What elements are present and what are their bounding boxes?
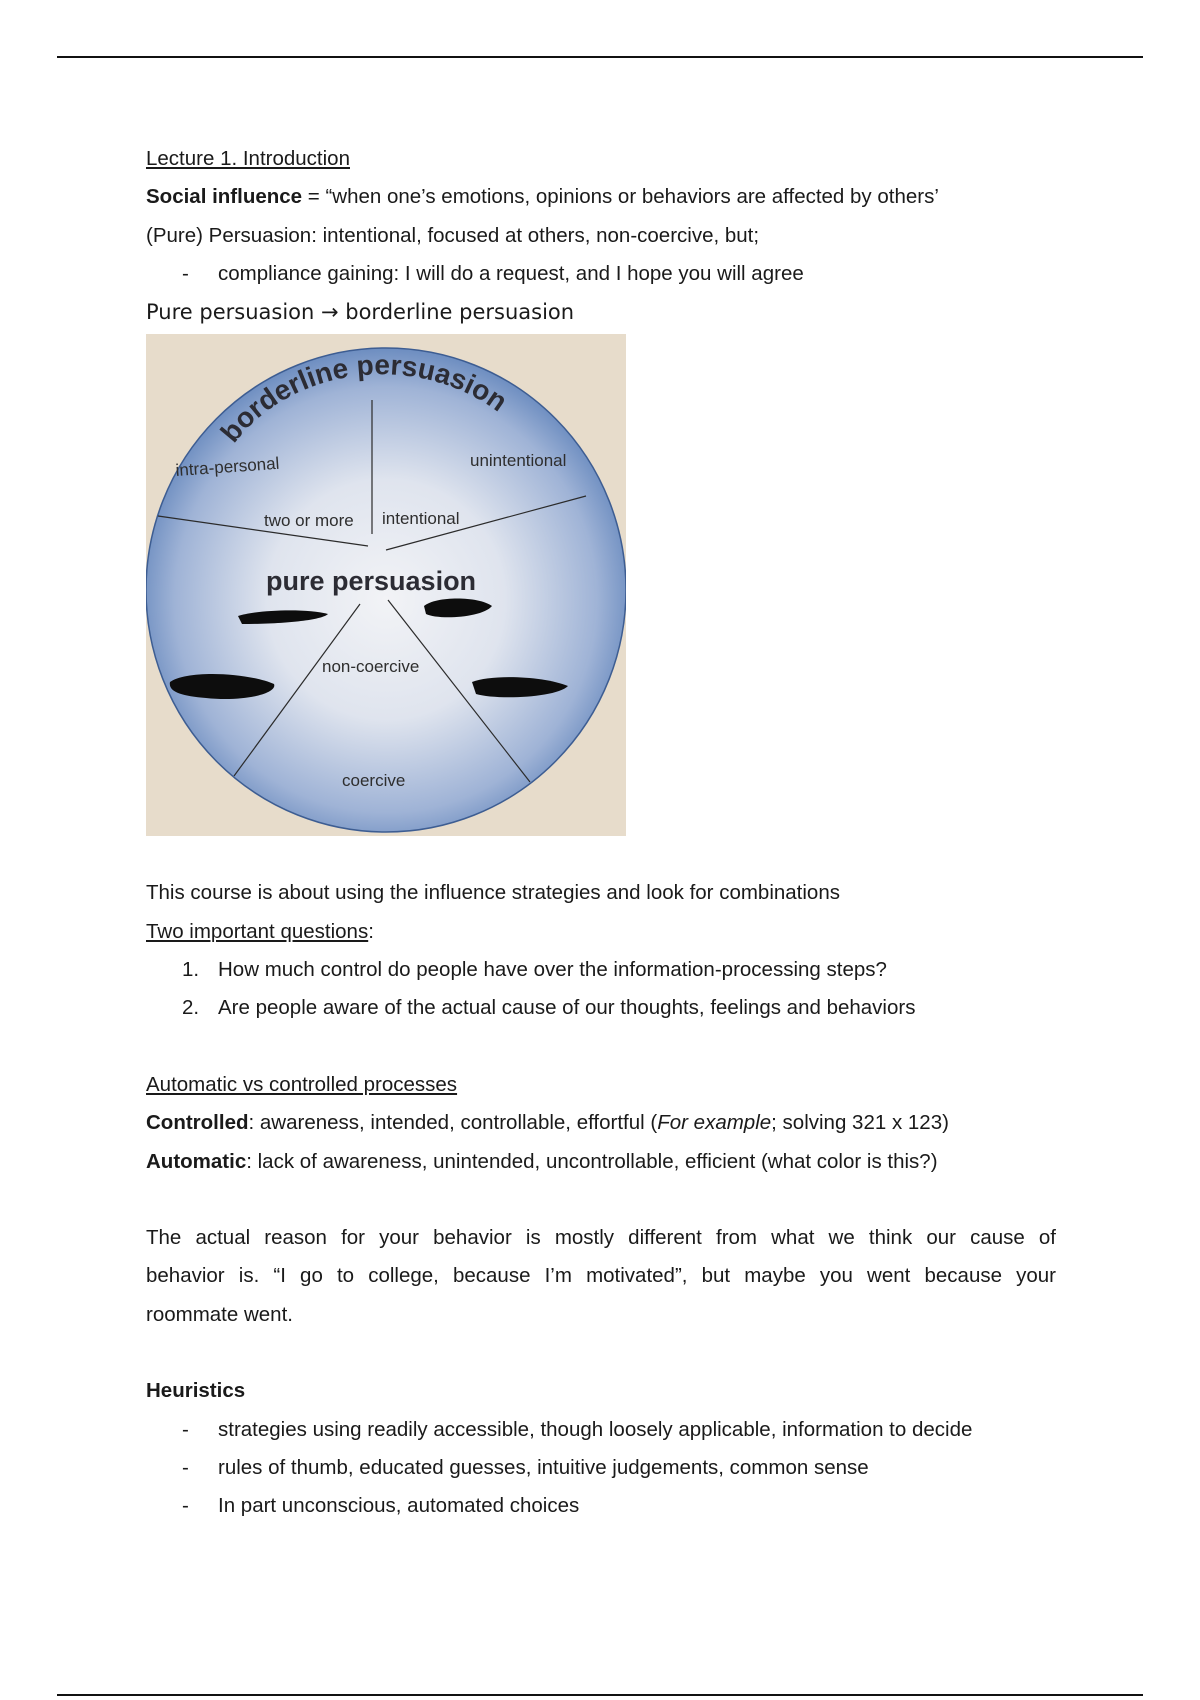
- behavior-paragraph: The actual reason for your behavior is mostly different from what we think our cause of behavior is. “I go to college, because I’m motivated”, but maybe you went because your roommate went.: [146, 1226, 1056, 1326]
- header-rule: [57, 56, 1143, 58]
- figure-label-coercive: coercive: [342, 771, 406, 791]
- persuasion-definition: (Pure) Persuasion: intentional, focused at others, non-coercive, but;: [146, 223, 760, 247]
- persuasion-circle-svg: [146, 334, 626, 836]
- list-item: - strategies using readily accessible, though loosely applicable, information to decide: [146, 1411, 1056, 1449]
- persuasion-circle-figure: [146, 334, 626, 836]
- bullet-mark: -: [182, 1417, 189, 1441]
- question-item: 1. How much control do people have over the information-processing steps?: [182, 958, 887, 982]
- bullet-mark: -: [182, 1494, 189, 1518]
- figure-label-intentional: intentional: [382, 509, 460, 529]
- social-influence-term: Social influence: [146, 185, 303, 209]
- figure-label-pure-persuasion: pure persuasion: [266, 566, 477, 597]
- question-item: 2. Are people aware of the actual cause of our thoughts, feelings and behaviors: [182, 996, 916, 1020]
- social-influence-definition: [146, 178, 1056, 216]
- footer-rule: [57, 1694, 1143, 1696]
- bullet-mark: -: [182, 1455, 189, 1479]
- figure-label-intra-personal: intra-personal: [174, 454, 280, 481]
- bullet-mark: -: [182, 261, 189, 285]
- lecture-title: Lecture 1. Introduction: [146, 147, 350, 170]
- processes-heading: Automatic vs controlled processes: [146, 1072, 458, 1096]
- spacer: [146, 1028, 1056, 1066]
- figure-label-two-or-more: two or more: [264, 511, 354, 531]
- list-item: - In part unconscious, automated choices: [146, 1487, 1056, 1525]
- automatic-definition: Automatic: lack of awareness, unintended, uncontrollable, efficient (what color is this?): [146, 1149, 938, 1173]
- social-influence-text: = “when one’s emotions, opinions or behaviors are affected by others’: [302, 185, 939, 209]
- controlled-definition: Controlled: awareness, intended, controllable, effortful (For example; solving 321 x 123): [146, 1111, 949, 1135]
- questions-heading: Two important questions:: [146, 919, 374, 943]
- document-body: [146, 140, 1056, 1526]
- list-item: - compliance gaining: I will do a request, and I hope you will agree: [146, 255, 1056, 293]
- spacer: [146, 1181, 1056, 1219]
- heuristics-heading: Heuristics: [146, 1379, 246, 1403]
- list-item: - rules of thumb, educated guesses, intuitive judgements, common sense: [146, 1449, 1056, 1487]
- figure-label-borderline: borderline persuasion: [214, 349, 513, 449]
- course-statement: This course is about using the influence strategies and look for combinations: [146, 881, 840, 905]
- figure-label-non-coercive: non-coercive: [322, 657, 420, 677]
- figure-label-unintentional: unintentional: [470, 451, 567, 471]
- persuasion-continuum: Pure persuasion → borderline persuasion: [146, 300, 575, 325]
- spacer: [146, 1334, 1056, 1372]
